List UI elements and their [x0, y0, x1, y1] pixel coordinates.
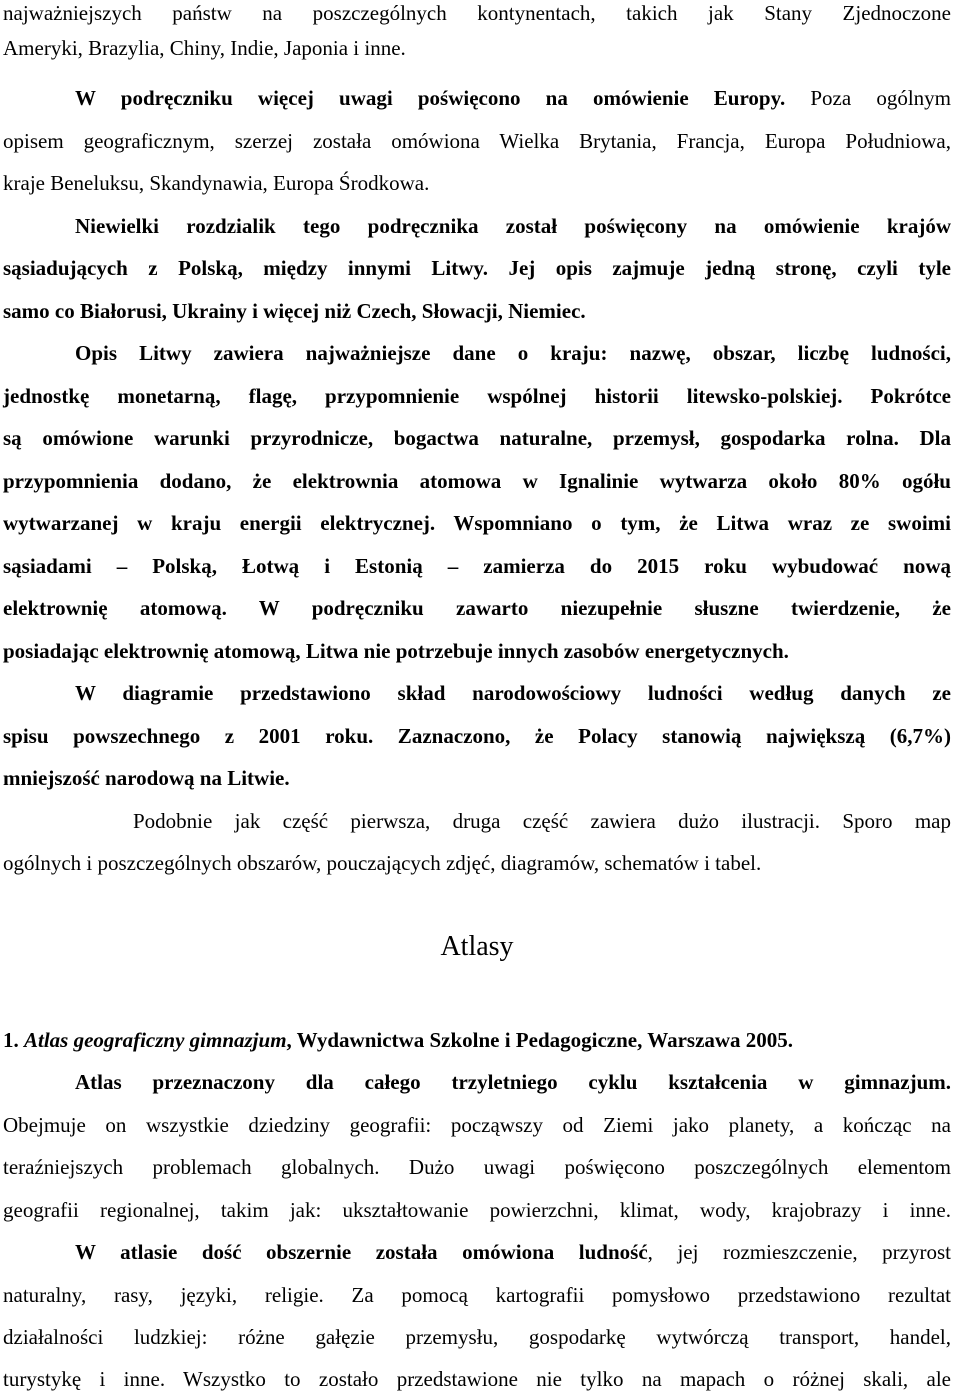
- paragraph-4-line-6: sąsiadami – Polską, Łotwą i Estonią – zamierza do 2015 roku wybudować nową: [3, 554, 951, 578]
- paragraph-2-line-3: kraje Beneluksu, Skandynawia, Europa Środkowa.: [3, 171, 430, 195]
- paragraph-4-line-5: wytwarzanej w kraju energii elektrycznej. Wspomniano o tym, że Litwa wraz ze swoimi: [3, 511, 951, 535]
- atlas-item-title: Atlas geograficzny gimnazjum: [24, 1028, 287, 1052]
- paragraph-1-line-1: najważniejszych państw na poszczególnych kontynentach, takich jak Stany Zjednoczone: [3, 1, 951, 25]
- paragraph-8-text: , jej rozmieszczenie, przyrost: [647, 1240, 951, 1264]
- paragraph-6-line-2: ogólnych i poszczególnych obszarów, pouczających zdjęć, diagramów, schematów i tabel.: [3, 851, 762, 875]
- paragraph-3-line-2: sąsiadujących z Polską, między innymi Litwy. Jej opis zajmuje jedną stronę, czyli tyle: [3, 256, 951, 280]
- paragraph-7-line-3: teraźniejszych problemach globalnych. Dużo uwagi poświęcono poszczególnych elementom: [3, 1155, 951, 1179]
- paragraph-2-bold-text: W podręczniku więcej uwagi poświęcono na omówienie Europy.: [75, 86, 786, 110]
- paragraph-3-line-3: samo co Białorusi, Ukrainy i więcej niż Czech, Słowacji, Niemiec.: [3, 299, 586, 323]
- paragraph-8-line-3: działalności ludzkiej: różne gałęzie przemysłu, gospodarkę wytwórczą transport, handel,: [3, 1325, 951, 1349]
- paragraph-8-bold-text: W atlasie dość obszernie została omówiona ludność: [75, 1240, 648, 1264]
- paragraph-2-line-2: opisem geograficznym, szerzej została omówiona Wielka Brytania, Francja, Europa Południowa,: [3, 129, 951, 153]
- paragraph-1-line-2: Ameryki, Brazylia, Chiny, Indie, Japonia i inne.: [3, 36, 406, 60]
- paragraph-7-line-2: Obejmuje on wszystkie dziedziny geografii: począwszy od Ziemi jako planety, a kończąc na: [3, 1113, 951, 1137]
- paragraph-2-text: Poza ogólnym: [785, 86, 951, 110]
- paragraph-2-line-1: [3, 85, 951, 111]
- paragraph-6-line-1: Podobnie jak część pierwsza, druga część zawiera dużo ilustracji. Sporo map: [133, 809, 951, 833]
- paragraph-4-line-2: jednostkę monetarną, flagę, przypomnienie wspólnej historii litewsko-polskiej. Pokrótce: [3, 384, 951, 408]
- paragraph-8-line-2: naturalny, rasy, języki, religie. Za pomocą kartografii pomysłowo przedstawiono rezultat: [3, 1283, 951, 1307]
- atlas-item-publisher: , Wydawnictwa Szkolne i Pedagogiczne, Warszawa 2005.: [286, 1028, 794, 1052]
- atlas-item-1: [3, 1027, 951, 1053]
- section-heading: Atlasy: [440, 931, 514, 962]
- paragraph-8-line-4: turystykę i inne. Wszystko to zostało przedstawione nie tylko na mapach o różnej skali, ale: [3, 1367, 951, 1391]
- paragraph-7-line-4: geografii regionalnej, takim jak: ukształtowanie powierzchni, klimat, wody, krajobrazy i inne.: [3, 1198, 951, 1222]
- paragraph-4-line-4: przypomnienia dodano, że elektrownia atomowa w Ignalinie wytwarza około 80% ogółu: [3, 469, 951, 493]
- paragraph-4-line-7: elektrownię atomową. W podręczniku zawarto niezupełnie słuszne twierdzenie, że: [3, 596, 951, 620]
- paragraph-8-line-1: [3, 1239, 951, 1265]
- paragraph-7-line-1: Atlas przeznaczony dla całego trzyletniego cyklu kształcenia w gimnazjum.: [75, 1070, 951, 1094]
- paragraph-5-line-1: W diagramie przedstawiono skład narodowościowy ludności według danych ze: [75, 681, 951, 705]
- paragraph-4-line-1: Opis Litwy zawiera najważniejsze dane o kraju: nazwę, obszar, liczbę ludności,: [75, 341, 951, 365]
- paragraph-5-line-3: mniejszość narodową na Litwie.: [3, 766, 290, 790]
- paragraph-4-line-8: posiadając elektrownię atomową, Litwa nie potrzebuje innych zasobów energetycznych.: [3, 639, 789, 663]
- paragraph-3-line-1: Niewielki rozdzialik tego podręcznika został poświęcony na omówienie krajów: [75, 214, 951, 238]
- atlas-item-number: 1.: [3, 1028, 24, 1052]
- paragraph-4-line-3: są omówione warunki przyrodnicze, bogactwa naturalne, przemysł, gospodarka rolna. Dla: [3, 426, 951, 450]
- paragraph-5-line-2: spisu powszechnego z 2001 roku. Zaznaczono, że Polacy stanowią największą (6,7%): [3, 724, 951, 748]
